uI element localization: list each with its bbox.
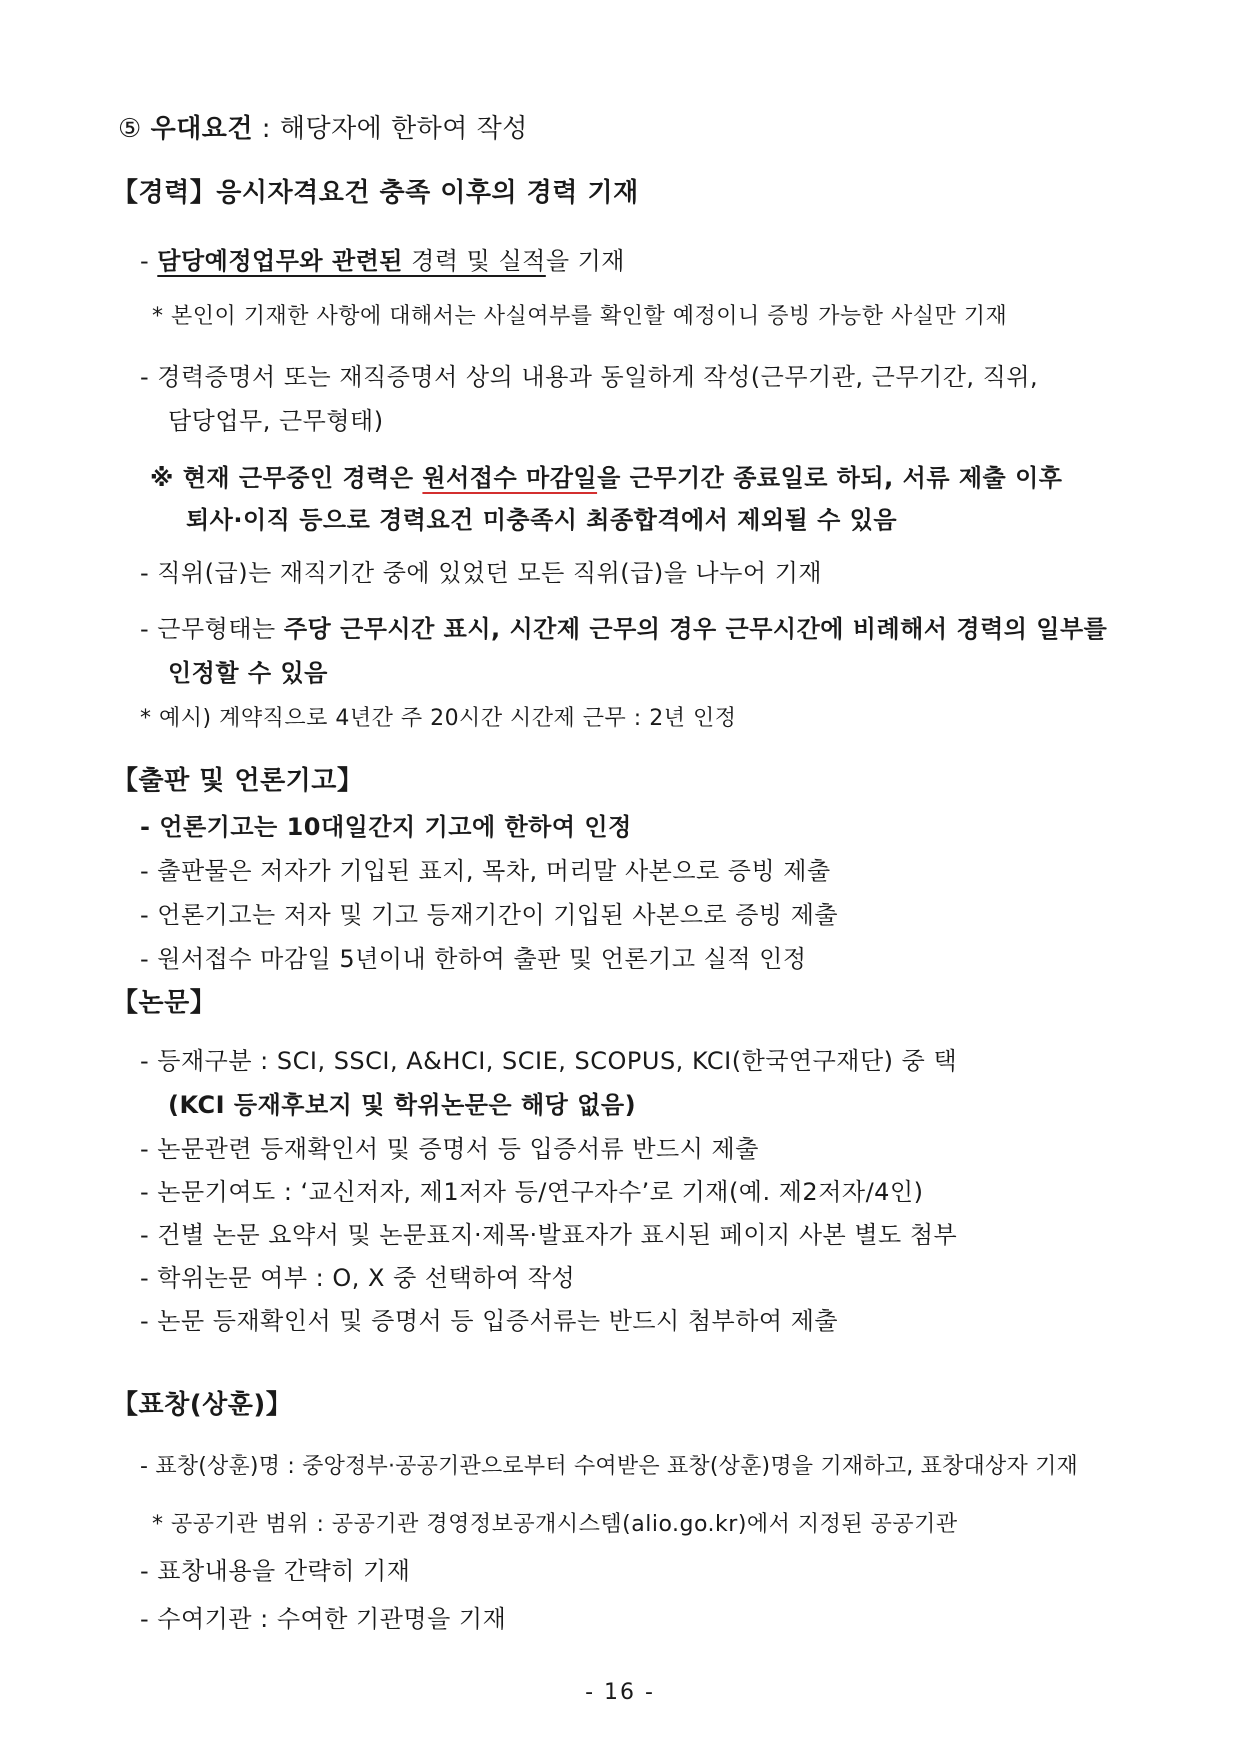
paper-item-5: - 학위논문 여부 : O, X 중 선택하여 작성	[140, 1264, 576, 1292]
career-item-3: - 직위(급)는 재직기간 중에 있었던 모든 직위(급)을 나누어 기재	[140, 559, 823, 587]
paper-item-3: - 논문기여도 : ‘교신저자, 제1저자 등/연구자수’로 기재(예. 제2저자/4인)	[140, 1178, 924, 1206]
career-item-4-line-2: 인정할 수 있음	[168, 659, 328, 687]
career-warning-pre: ※ 현재 근무중인 경력은	[150, 464, 423, 492]
award-heading: 【표창(상훈)】	[112, 1390, 293, 1420]
career-heading-bracket: 【경력】	[112, 178, 217, 208]
paper-item-4: - 건별 논문 요약서 및 논문표지·제목·발표자가 표시된 페이지 사본 별도 첨부	[140, 1221, 958, 1249]
paper-heading: 【논문】	[112, 988, 217, 1018]
publication-item-1: - 언론기고는 10대일간지 기고에 한하여 인정	[140, 813, 632, 841]
career-item-2-line-2: 담당업무, 근무형태)	[168, 407, 384, 435]
paper-item-6: - 논문 등재확인서 및 증명서 등 입증서류는 반드시 첨부하여 제출	[140, 1307, 839, 1335]
career-item-1-bold: 담당예정업무와 관련된	[157, 247, 403, 275]
career-item-1-rest: 을 기재	[545, 247, 625, 275]
career-heading-text: 응시자격요건 충족 이후의 경력 기재	[216, 178, 639, 208]
career-note-1: * 본인이 기재한 사항에 대해서는 사실여부를 확인할 예정이니 증빙 가능한 사실만 기재	[152, 304, 1008, 329]
career-item-1-dash: -	[140, 247, 158, 275]
award-item-2: - 표창내용을 간략히 기재	[140, 1557, 411, 1585]
career-warning-line-2: 퇴사·이직 등으로 경력요건 미충족시 최종합격에서 제외될 수 있음	[186, 506, 898, 534]
career-heading	[112, 178, 639, 208]
career-warning-post: 을 근무기간 종료일로 하되, 서류 제출 이후	[597, 464, 1063, 492]
career-item-4-line-1	[140, 614, 1107, 644]
career-warning-line-1	[150, 463, 1062, 493]
award-item-3: - 수여기관 : 수여한 기관명을 기재	[140, 1605, 507, 1633]
publication-heading: 【출판 및 언론기고】	[112, 766, 364, 796]
career-item-4-pre: - 근무형태는	[140, 615, 284, 643]
section-number: ⑤	[118, 114, 142, 144]
career-item-4-bold: 주당 근무시간 표시, 시간제 근무의 경우 근무시간에 비례해서 경력의 일부를	[283, 615, 1108, 643]
career-item-1-underlined: 경력 및 실적	[403, 247, 546, 275]
publication-item-4: - 원서접수 마감일 5년이내 한하여 출판 및 언론기고 실적 인정	[140, 945, 807, 973]
publication-item-3: - 언론기고는 저자 및 기고 등재기간이 기입된 사본으로 증빙 제출	[140, 901, 839, 929]
award-item-1: - 표창(상훈)명 : 중앙정부·공공기관으로부터 수여받은 표창(상훈)명을 기재하고, 표창대상자 기재	[140, 1454, 1078, 1479]
section-title-bold: 우대요건	[150, 114, 254, 144]
section-title-rest: : 해당자에 한하여 작성	[253, 114, 528, 144]
career-example: * 예시) 계약직으로 4년간 주 20시간 시간제 근무 : 2년 인정	[140, 706, 737, 731]
paper-item-1-note: (KCI 등재후보지 및 학위논문은 해당 없음)	[168, 1091, 637, 1119]
section-title	[118, 114, 528, 144]
paper-item-2: - 논문관련 등재확인서 및 증명서 등 입증서류 반드시 제출	[140, 1135, 759, 1163]
page-number: - 16 -	[585, 1680, 655, 1705]
career-item-2-line-1: - 경력증명서 또는 재직증명서 상의 내용과 동일하게 작성(근무기관, 근무기간, 직위,	[140, 363, 1039, 391]
career-item-1	[140, 246, 625, 276]
publication-item-2: - 출판물은 저자가 기입된 표지, 목차, 머리말 사본으로 증빙 제출	[140, 857, 831, 885]
career-warning-deadline: 원서접수 마감일	[422, 464, 598, 492]
paper-item-1: - 등재구분 : SCI, SSCI, A&HCI, SCIE, SCOPUS, KCI(한국연구재단) 중 택	[140, 1047, 958, 1075]
award-note: * 공공기관 범위 : 공공기관 경영정보공개시스템(alio.go.kr)에서 지정된 공공기관	[152, 1512, 958, 1537]
